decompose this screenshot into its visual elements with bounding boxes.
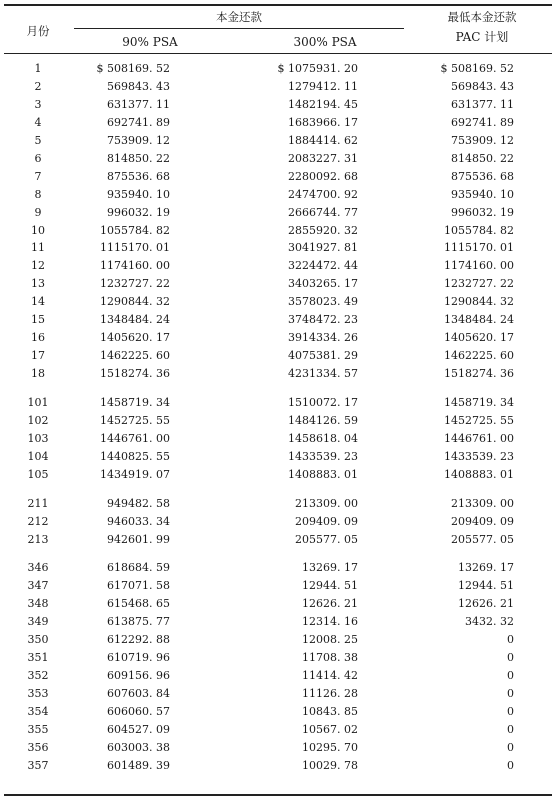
psa90-cell: 615468. 65 xyxy=(107,597,170,611)
pac-min-cell: 1348484. 24 xyxy=(444,313,514,327)
psa300-cell: $ 1075931. 20 xyxy=(277,62,358,75)
month-cell: 4 xyxy=(34,115,42,129)
psa300-cell: 4231334. 57 xyxy=(288,367,358,380)
pac-min-cell: 209409. 09 xyxy=(451,514,514,528)
pac-min-cell: 13269. 17 xyxy=(458,561,514,575)
month-cell: 347 xyxy=(27,579,49,593)
psa300-cell: 11708. 38 xyxy=(302,651,358,665)
psa300-cell: 12626. 21 xyxy=(302,597,358,611)
psa300-cell: 209409. 09 xyxy=(295,514,358,528)
month-cell: 352 xyxy=(27,669,49,683)
psa300-cell: 10567. 02 xyxy=(302,722,358,736)
month-cell: 105 xyxy=(27,467,49,481)
psa90-cell: 1055784. 82 xyxy=(100,223,170,237)
psa300-cell: 10029. 78 xyxy=(302,758,358,772)
month-cell: 349 xyxy=(27,615,49,629)
psa90-cell: 607603. 84 xyxy=(107,687,170,700)
month-cell: 17 xyxy=(31,349,45,362)
pac-min-cell: $ 508169. 52 xyxy=(440,62,514,75)
month-cell: 1 xyxy=(34,62,42,75)
pac-min-cell: 1452725. 55 xyxy=(444,413,514,427)
month-cell: 8 xyxy=(34,187,42,201)
psa300-cell: 2280092. 68 xyxy=(288,169,358,183)
psa300-cell: 1884414. 62 xyxy=(288,133,358,147)
bottom-rule xyxy=(4,794,552,796)
month-cell: 9 xyxy=(34,205,42,219)
psa300-cell: 10843. 85 xyxy=(302,705,358,718)
psa300-cell: 1510072. 17 xyxy=(288,395,358,409)
psa90-cell: 942601. 99 xyxy=(107,532,170,546)
month-cell: 355 xyxy=(27,722,49,736)
month-cell: 14 xyxy=(31,295,45,309)
pac-min-cell: 1055784. 82 xyxy=(444,223,514,237)
pac-min-cell: 0 xyxy=(507,687,514,700)
month-cell: 212 xyxy=(27,514,49,528)
psa300-cell: 11126. 28 xyxy=(302,687,358,700)
month-cell: 10 xyxy=(31,223,45,237)
month-cell: 6 xyxy=(34,151,42,165)
pac-min-cell: 1290844. 32 xyxy=(444,295,514,309)
month-cell: 102 xyxy=(27,413,49,427)
psa300-cell: 1484126. 59 xyxy=(288,413,358,427)
month-cell: 348 xyxy=(27,597,49,611)
psa300-cell: 213309. 00 xyxy=(295,496,358,510)
month-cell: 12 xyxy=(31,259,45,273)
pac-min-cell: 1232727. 22 xyxy=(444,277,514,291)
psa90-cell: 603003. 38 xyxy=(107,740,170,754)
psa90-cell: 601489. 39 xyxy=(107,758,170,772)
psa300-cell: 1279412. 11 xyxy=(288,79,358,93)
psa300-cell: 3224472. 44 xyxy=(288,259,358,273)
psa90-cell: 604527. 09 xyxy=(107,722,170,736)
month-cell: 353 xyxy=(27,687,49,700)
header-min-principal: 最低本金还款 xyxy=(447,10,517,24)
psa300-cell: 1433539. 23 xyxy=(288,449,358,463)
psa300-cell: 3041927. 81 xyxy=(288,241,358,255)
month-cell: 3 xyxy=(34,97,42,111)
pac-min-cell: 12944. 51 xyxy=(458,579,514,593)
pac-min-cell: 0 xyxy=(507,758,514,772)
month-cell: 356 xyxy=(27,740,49,754)
pac-min-cell: 213309. 00 xyxy=(451,496,514,510)
pac-min-cell: 1433539. 23 xyxy=(444,449,514,463)
header-psa300: 300% PSA xyxy=(293,35,357,49)
pac-min-cell: 3432. 32 xyxy=(465,615,514,629)
psa90-cell: 1452725. 55 xyxy=(100,413,170,427)
psa90-cell: 1174160. 00 xyxy=(100,259,170,273)
pac-min-cell: 1115170. 01 xyxy=(444,241,514,255)
psa300-cell: 4075381. 29 xyxy=(288,349,358,362)
psa300-cell: 3748472. 23 xyxy=(288,313,358,327)
month-cell: 211 xyxy=(27,496,49,510)
header-pac-schedule: PAC 计划 xyxy=(455,30,509,44)
psa90-cell: 617071. 58 xyxy=(107,579,170,593)
psa90-cell: 1440825. 55 xyxy=(100,449,170,463)
pac-min-cell: 205577. 05 xyxy=(451,532,514,546)
pac-min-cell: 0 xyxy=(507,633,514,647)
psa300-cell: 1482194. 45 xyxy=(288,97,358,111)
month-cell: 15 xyxy=(31,313,45,327)
month-cell: 5 xyxy=(34,133,42,147)
pac-min-cell: 753909. 12 xyxy=(451,133,514,147)
pac-min-cell: 1458719. 34 xyxy=(444,395,514,409)
psa90-cell: 1434919. 07 xyxy=(100,467,170,481)
psa90-cell: 618684. 59 xyxy=(107,561,170,575)
psa90-cell: 875536. 68 xyxy=(107,169,170,183)
psa90-cell: 949482. 58 xyxy=(107,496,170,510)
psa300-cell: 11414. 42 xyxy=(302,669,358,683)
psa90-cell: 1232727. 22 xyxy=(100,277,170,291)
month-cell: 346 xyxy=(27,561,49,575)
month-cell: 16 xyxy=(31,331,45,345)
psa90-cell: 814850. 22 xyxy=(107,151,170,165)
month-cell: 101 xyxy=(27,395,49,409)
psa90-cell: 1462225. 60 xyxy=(100,349,170,362)
header-psa90: 90% PSA xyxy=(122,35,178,49)
psa300-cell: 2474700. 92 xyxy=(288,187,358,201)
psa90-cell: 753909. 12 xyxy=(107,133,170,147)
pac-min-cell: 0 xyxy=(507,669,514,683)
psa300-cell: 2666744. 77 xyxy=(288,205,358,219)
psa300-cell: 12944. 51 xyxy=(302,579,358,593)
psa90-cell: 1518274. 36 xyxy=(100,367,170,380)
psa300-cell: 12314. 16 xyxy=(302,615,358,629)
psa300-cell: 2083227. 31 xyxy=(288,151,358,165)
month-cell: 13 xyxy=(31,277,45,291)
psa90-cell: 610719. 96 xyxy=(107,651,170,665)
pac-min-cell: 1518274. 36 xyxy=(444,367,514,380)
psa90-cell: 692741. 89 xyxy=(107,115,170,129)
month-cell: 357 xyxy=(27,758,49,772)
pac-min-cell: 935940. 10 xyxy=(451,187,514,201)
psa300-cell: 12008. 25 xyxy=(302,633,358,647)
psa300-cell: 1683966. 17 xyxy=(288,115,358,129)
psa90-cell: 1405620. 17 xyxy=(100,331,170,345)
psa90-cell: 612292. 88 xyxy=(107,633,170,647)
month-cell: 350 xyxy=(27,633,49,647)
psa90-cell: 1446761. 00 xyxy=(100,431,170,445)
pac-min-cell: 692741. 89 xyxy=(451,115,514,129)
psa300-cell: 2855920. 32 xyxy=(288,223,358,237)
pac-min-cell: 0 xyxy=(507,740,514,754)
psa300-cell: 3914334. 26 xyxy=(288,331,358,345)
psa90-cell: 613875. 77 xyxy=(107,615,170,629)
month-cell: 2 xyxy=(34,79,42,93)
psa90-cell: $ 508169. 52 xyxy=(96,62,170,75)
pac-min-cell: 631377. 11 xyxy=(451,97,514,111)
pac-min-cell: 1446761. 00 xyxy=(444,431,514,445)
pac-min-cell: 569843. 43 xyxy=(451,79,514,93)
psa90-cell: 606060. 57 xyxy=(107,705,170,718)
pac-min-cell: 875536. 68 xyxy=(451,169,514,183)
month-cell: 18 xyxy=(31,367,45,380)
pac-min-cell: 814850. 22 xyxy=(451,151,514,165)
month-cell: 104 xyxy=(27,449,49,463)
psa90-cell: 1458719. 34 xyxy=(100,395,170,409)
psa90-cell: 935940. 10 xyxy=(107,187,170,201)
month-cell: 351 xyxy=(27,651,49,665)
pac-min-cell: 1462225. 60 xyxy=(444,349,514,362)
month-cell: 103 xyxy=(27,431,49,445)
pac-min-cell: 1405620. 17 xyxy=(444,331,514,345)
psa90-cell: 609156. 96 xyxy=(107,669,170,683)
header-principal-group: 本金还款 xyxy=(216,10,262,24)
psa300-cell: 3578023. 49 xyxy=(288,295,358,309)
month-cell: 7 xyxy=(34,169,42,183)
month-cell: 11 xyxy=(31,241,45,255)
psa90-cell: 996032. 19 xyxy=(107,205,170,219)
psa90-cell: 946033. 34 xyxy=(107,514,170,528)
psa90-cell: 631377. 11 xyxy=(107,97,170,111)
pac-min-cell: 0 xyxy=(507,705,514,718)
header-month: 月份 xyxy=(26,24,50,38)
month-cell: 354 xyxy=(27,705,49,718)
pac-min-cell: 12626. 21 xyxy=(458,597,514,611)
pac-min-cell: 0 xyxy=(507,722,514,736)
psa90-cell: 1348484. 24 xyxy=(100,313,170,327)
psa90-cell: 1115170. 01 xyxy=(100,241,170,255)
psa300-cell: 1458618. 04 xyxy=(288,431,358,445)
psa300-cell: 13269. 17 xyxy=(302,561,358,575)
psa300-cell: 3403265. 17 xyxy=(288,277,358,291)
psa90-cell: 569843. 43 xyxy=(107,79,170,93)
month-cell: 213 xyxy=(27,532,49,546)
psa300-cell: 205577. 05 xyxy=(295,532,358,546)
pac-min-cell: 0 xyxy=(507,651,514,665)
pac-min-cell: 996032. 19 xyxy=(451,205,514,219)
psa90-cell: 1290844. 32 xyxy=(100,295,170,309)
pac-min-cell: 1408883. 01 xyxy=(444,467,514,481)
pac-min-cell: 1174160. 00 xyxy=(444,259,514,273)
psa300-cell: 1408883. 01 xyxy=(288,467,358,481)
psa300-cell: 10295. 70 xyxy=(302,740,358,754)
